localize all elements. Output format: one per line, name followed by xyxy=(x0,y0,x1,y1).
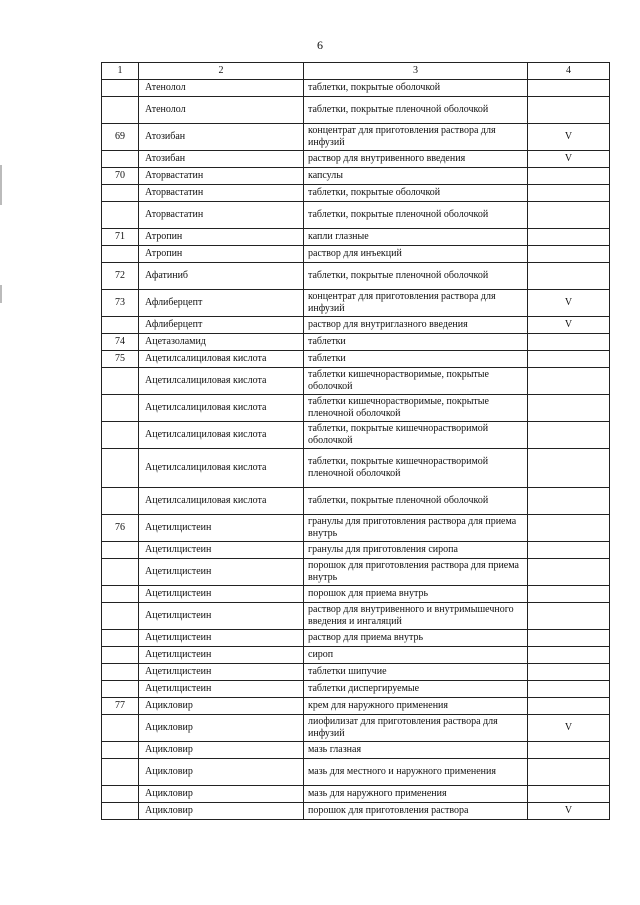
table-row xyxy=(102,715,610,742)
dosage-form-cell: гранулы для приготовления раствора для приема внутрь xyxy=(304,515,528,542)
row-number-cell xyxy=(102,449,139,488)
row-number-cell xyxy=(102,542,139,559)
mark-cell xyxy=(528,603,610,630)
table-row xyxy=(102,603,610,630)
row-number-cell xyxy=(102,488,139,515)
row-number-cell: 70 xyxy=(102,168,139,185)
dosage-form-cell: таблетки, покрытые пленочной оболочкой xyxy=(304,263,528,290)
drug-name-cell: Атропин xyxy=(139,229,304,246)
table-row xyxy=(102,202,610,229)
dosage-form-cell: таблетки, покрытые кишечнорастворимой пленочной оболочкой xyxy=(304,449,528,488)
dosage-form-cell: мазь для наружного применения xyxy=(304,786,528,803)
dosage-form-cell: гранулы для приготовления сиропа xyxy=(304,542,528,559)
row-number-cell xyxy=(102,97,139,124)
mark-cell xyxy=(528,168,610,185)
row-number-cell: 69 xyxy=(102,124,139,151)
row-number-cell: 71 xyxy=(102,229,139,246)
row-number-cell: 73 xyxy=(102,290,139,317)
mark-cell xyxy=(528,515,610,542)
mark-cell xyxy=(528,559,610,586)
row-number-cell xyxy=(102,185,139,202)
dosage-form-cell: раствор для приема внутрь xyxy=(304,630,528,647)
dosage-form-cell: таблетки кишечнорастворимые, покрытые пленочной оболочкой xyxy=(304,395,528,422)
mark-cell: V xyxy=(528,124,610,151)
drug-name-cell: Атенолол xyxy=(139,80,304,97)
table-row xyxy=(102,742,610,759)
drug-name-cell: Атропин xyxy=(139,246,304,263)
drug-name-cell: Ацетилсалициловая кислота xyxy=(139,351,304,368)
dosage-form-cell: крем для наружного применения xyxy=(304,698,528,715)
drug-name-cell: Ацетилцистеин xyxy=(139,681,304,698)
dosage-form-cell: капли глазные xyxy=(304,229,528,246)
mark-cell xyxy=(528,647,610,664)
table-header-row xyxy=(102,63,610,80)
table-row xyxy=(102,317,610,334)
row-number-cell xyxy=(102,742,139,759)
dosage-form-cell: раствор для инъекций xyxy=(304,246,528,263)
dosage-form-cell: раствор для внутривенного и внутримышечного введения и ингаляций xyxy=(304,603,528,630)
drug-name-cell: Ацикловир xyxy=(139,698,304,715)
table-row xyxy=(102,559,610,586)
header-col-4: 4 xyxy=(528,63,610,80)
mark-cell xyxy=(528,368,610,395)
dosage-form-cell: капсулы xyxy=(304,168,528,185)
row-number-cell xyxy=(102,422,139,449)
header-col-2: 2 xyxy=(139,63,304,80)
drug-name-cell: Ацетилсалициловая кислота xyxy=(139,488,304,515)
row-number-cell xyxy=(102,586,139,603)
row-number-cell: 72 xyxy=(102,263,139,290)
row-number-cell xyxy=(102,803,139,820)
table-row xyxy=(102,422,610,449)
drug-name-cell: Атозибан xyxy=(139,124,304,151)
table-row xyxy=(102,351,610,368)
dosage-form-cell: таблетки, покрытые кишечнорастворимой оболочкой xyxy=(304,422,528,449)
table-row xyxy=(102,786,610,803)
dosage-form-cell: таблетки, покрытые пленочной оболочкой xyxy=(304,97,528,124)
table-row xyxy=(102,515,610,542)
dosage-form-cell: концентрат для приготовления раствора для инфузий xyxy=(304,124,528,151)
table-row xyxy=(102,334,610,351)
table-row xyxy=(102,168,610,185)
row-number-cell: 77 xyxy=(102,698,139,715)
table-row xyxy=(102,246,610,263)
scan-edge-mark xyxy=(0,165,2,205)
dosage-form-cell: таблетки, покрытые пленочной оболочкой xyxy=(304,202,528,229)
row-number-cell xyxy=(102,80,139,97)
table-row xyxy=(102,124,610,151)
dosage-form-cell: концентрат для приготовления раствора для инфузий xyxy=(304,290,528,317)
drug-name-cell: Аторвастатин xyxy=(139,185,304,202)
mark-cell xyxy=(528,202,610,229)
mark-cell xyxy=(528,351,610,368)
dosage-form-cell: таблетки шипучие xyxy=(304,664,528,681)
row-number-cell xyxy=(102,559,139,586)
drug-name-cell: Ацетилцистеин xyxy=(139,664,304,681)
drug-name-cell: Аторвастатин xyxy=(139,202,304,229)
mark-cell xyxy=(528,488,610,515)
table-row xyxy=(102,368,610,395)
drug-name-cell: Ацетилцистеин xyxy=(139,647,304,664)
drug-name-cell: Атозибан xyxy=(139,151,304,168)
dosage-form-cell: таблетки xyxy=(304,351,528,368)
table-row xyxy=(102,290,610,317)
mark-cell: V xyxy=(528,715,610,742)
mark-cell: V xyxy=(528,317,610,334)
drug-name-cell: Афатиниб xyxy=(139,263,304,290)
mark-cell xyxy=(528,334,610,351)
row-number-cell xyxy=(102,630,139,647)
table-row xyxy=(102,759,610,786)
table-row xyxy=(102,488,610,515)
drug-name-cell: Ацетилсалициловая кислота xyxy=(139,422,304,449)
dosage-form-cell: таблетки xyxy=(304,334,528,351)
table-row xyxy=(102,185,610,202)
drug-name-cell: Ацетилцистеин xyxy=(139,630,304,647)
mark-cell xyxy=(528,422,610,449)
drug-name-cell: Аторвастатин xyxy=(139,168,304,185)
table-row xyxy=(102,97,610,124)
dosage-form-cell: таблетки, покрытые оболочкой xyxy=(304,185,528,202)
row-number-cell xyxy=(102,202,139,229)
drug-name-cell: Ацикловир xyxy=(139,742,304,759)
mark-cell: V xyxy=(528,803,610,820)
row-number-cell xyxy=(102,759,139,786)
dosage-form-cell: раствор для внутривенного введения xyxy=(304,151,528,168)
header-col-3: 3 xyxy=(304,63,528,80)
dosage-form-cell: мазь для местного и наружного применения xyxy=(304,759,528,786)
mark-cell xyxy=(528,229,610,246)
dosage-form-cell: мазь глазная xyxy=(304,742,528,759)
mark-cell xyxy=(528,80,610,97)
row-number-cell xyxy=(102,395,139,422)
table-row xyxy=(102,681,610,698)
row-number-cell: 75 xyxy=(102,351,139,368)
mark-cell xyxy=(528,681,610,698)
medication-table xyxy=(101,62,610,820)
drug-name-cell: Ацетилсалициловая кислота xyxy=(139,368,304,395)
table-row xyxy=(102,449,610,488)
scan-edge-mark xyxy=(0,285,2,303)
drug-name-cell: Афлиберцепт xyxy=(139,290,304,317)
table-row xyxy=(102,395,610,422)
drug-name-cell: Ацетилсалициловая кислота xyxy=(139,449,304,488)
drug-name-cell: Ацетилцистеин xyxy=(139,515,304,542)
table-row xyxy=(102,542,610,559)
dosage-form-cell: раствор для внутриглазного введения xyxy=(304,317,528,334)
row-number-cell xyxy=(102,151,139,168)
drug-name-cell: Ацетилсалициловая кислота xyxy=(139,395,304,422)
row-number-cell xyxy=(102,664,139,681)
dosage-form-cell: лиофилизат для приготовления раствора для инфузий xyxy=(304,715,528,742)
mark-cell xyxy=(528,449,610,488)
dosage-form-cell: таблетки, покрытые пленочной оболочкой xyxy=(304,488,528,515)
mark-cell xyxy=(528,542,610,559)
row-number-cell: 76 xyxy=(102,515,139,542)
drug-name-cell: Ацетазоламид xyxy=(139,334,304,351)
row-number-cell xyxy=(102,681,139,698)
mark-cell xyxy=(528,263,610,290)
table-row xyxy=(102,229,610,246)
table-row xyxy=(102,630,610,647)
mark-cell xyxy=(528,664,610,681)
page-number: 6 xyxy=(317,38,323,52)
mark-cell xyxy=(528,246,610,263)
mark-cell xyxy=(528,759,610,786)
row-number-cell xyxy=(102,317,139,334)
dosage-form-cell: таблетки кишечнорастворимые, покрытые оболочкой xyxy=(304,368,528,395)
drug-name-cell: Ацикловир xyxy=(139,715,304,742)
drug-name-cell: Ацикловир xyxy=(139,803,304,820)
drug-name-cell: Ацетилцистеин xyxy=(139,603,304,630)
mark-cell xyxy=(528,698,610,715)
mark-cell xyxy=(528,630,610,647)
dosage-form-cell: порошок для приготовления раствора для приема внутрь xyxy=(304,559,528,586)
table-row xyxy=(102,698,610,715)
table-body xyxy=(102,80,610,820)
dosage-form-cell: порошок для приема внутрь xyxy=(304,586,528,603)
dosage-form-cell: таблетки, покрытые оболочкой xyxy=(304,80,528,97)
table-row xyxy=(102,151,610,168)
row-number-cell xyxy=(102,647,139,664)
row-number-cell xyxy=(102,715,139,742)
row-number-cell xyxy=(102,786,139,803)
row-number-cell: 74 xyxy=(102,334,139,351)
header-col-1: 1 xyxy=(102,63,139,80)
mark-cell xyxy=(528,786,610,803)
drug-name-cell: Ацикловир xyxy=(139,759,304,786)
mark-cell xyxy=(528,742,610,759)
table-row xyxy=(102,803,610,820)
table-row xyxy=(102,647,610,664)
row-number-cell xyxy=(102,246,139,263)
drug-name-cell: Ацетилцистеин xyxy=(139,559,304,586)
drug-name-cell: Атенолол xyxy=(139,97,304,124)
row-number-cell xyxy=(102,368,139,395)
table-row xyxy=(102,586,610,603)
drug-name-cell: Афлиберцепт xyxy=(139,317,304,334)
mark-cell xyxy=(528,395,610,422)
row-number-cell xyxy=(102,603,139,630)
mark-cell xyxy=(528,586,610,603)
dosage-form-cell: таблетки диспергируемые xyxy=(304,681,528,698)
dosage-form-cell: сироп xyxy=(304,647,528,664)
drug-name-cell: Ацетилцистеин xyxy=(139,542,304,559)
table-row xyxy=(102,80,610,97)
mark-cell: V xyxy=(528,151,610,168)
mark-cell xyxy=(528,185,610,202)
dosage-form-cell: порошок для приготовления раствора xyxy=(304,803,528,820)
mark-cell: V xyxy=(528,290,610,317)
table-row xyxy=(102,664,610,681)
mark-cell xyxy=(528,97,610,124)
drug-name-cell: Ацетилцистеин xyxy=(139,586,304,603)
drug-name-cell: Ацикловир xyxy=(139,786,304,803)
table-row xyxy=(102,263,610,290)
